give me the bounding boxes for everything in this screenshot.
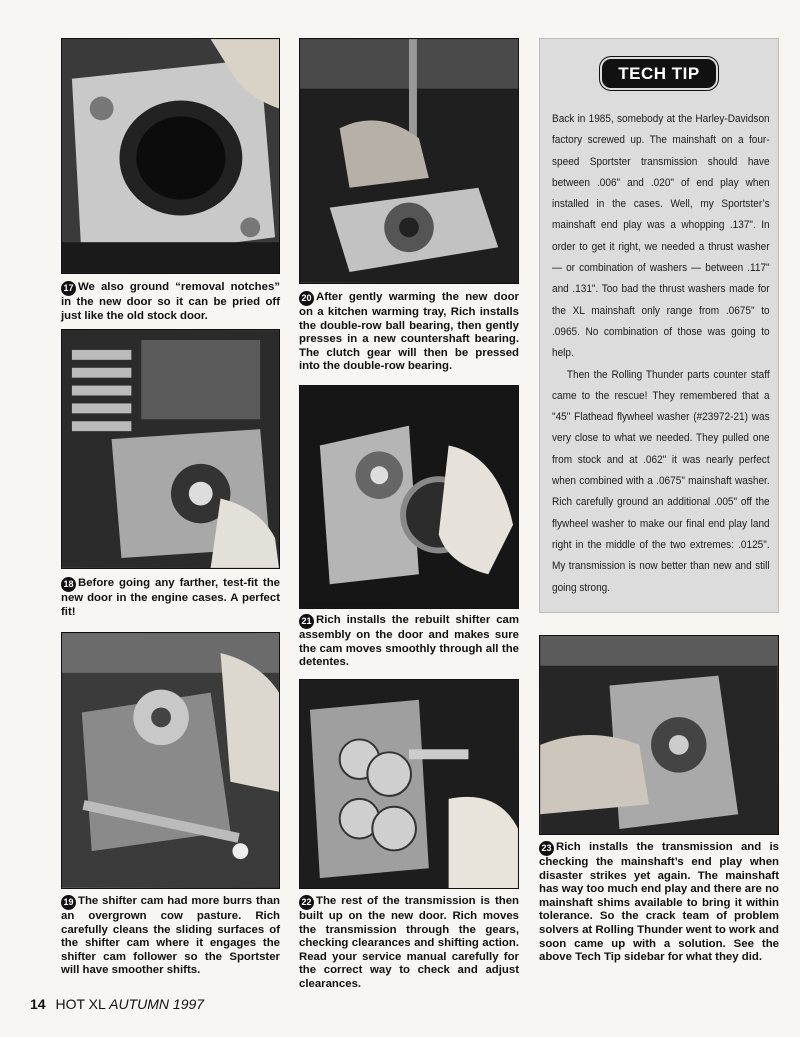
- caption-text: Rich installs the transmission and is checking the mainshaft’s end play when disaster strikes yet again. The mainshaft has way too much end play and there are no mainshaft shims available to bring it within tolerance. So the crack team of problem solvers at Rolling Thunder went to work and soon came up with a solution. See the above Tech Tip sidebar for what they did.: [539, 841, 779, 964]
- step-number-badge: 17: [61, 281, 76, 296]
- photo-21-shifter-door: [299, 385, 519, 609]
- shifter-cam-door-photo-icon: [300, 386, 518, 608]
- caption-18: [61, 577, 280, 619]
- installed-transmission-photo-icon: [540, 636, 778, 834]
- photo-23-installed: [539, 635, 779, 835]
- caption-text: The rest of the transmission is then built up on the new door. Rich moves the transmission through the gears, checking clearances and shifting action. Read your service manual carefully for the correct way to check and adjust clearances.: [299, 895, 519, 990]
- caption-17: [61, 281, 280, 323]
- caption-text: After gently warming the new door on a kitchen warming tray, Rich installs the double-row ball bearing, then gently presses in a new countershaft bearing. The clutch gear will then be pressed into the double-row bearing.: [299, 291, 519, 373]
- step-number-badge: 21: [299, 614, 314, 629]
- tech-tip-title: TECH TIP: [602, 59, 715, 88]
- photo-20-bearing: [299, 38, 519, 284]
- shifter-cam-vise-photo-icon: [62, 633, 279, 888]
- page-footer: [30, 996, 204, 1012]
- caption-21: [299, 614, 519, 670]
- tech-tip-paragraph-1: Back in 1985, somebody at the Harley-Davidson factory screwed up. The mainshaft on a four-speed Sportster transmission should have between .006" and .020" of end play when installed in the cases. Well, my Sportster’s mainshaft end play was a whopping .137". In order to get it right, we needed a thrust washer — or combination of washers — between .117" and .131". Too bad the thrust washers made for the XL mainshaft only range from .0675" to .0965. No combination of those was going to help.: [552, 113, 770, 360]
- gear-cluster-photo-icon: [300, 680, 518, 888]
- caption-text: The shifter cam had more burrs than an overgrown cow pasture. Rich carefully cleans the sliding surfaces of the shifter cam where it engages the shifter cam follower so the Sportster will have smoother shifts.: [61, 895, 280, 977]
- photo-22-gear-cluster: [299, 679, 519, 889]
- tech-tip-body: [552, 109, 770, 599]
- bearing-press-photo-icon: [300, 39, 518, 283]
- engine-test-fit-photo-icon: [62, 330, 279, 568]
- caption-text: We also ground “removal notches” in the new door so it can be pried off just like the old stock door.: [61, 281, 280, 322]
- step-number-badge: 18: [61, 577, 76, 592]
- caption-text: Rich installs the rebuilt shifter cam assembly on the door and makes sure the cam moves smoothly through all the detentes.: [299, 614, 519, 669]
- photo-17-cases-door: [61, 38, 280, 274]
- page-number: 14: [30, 996, 46, 1012]
- caption-23: [539, 841, 779, 965]
- step-number-badge: 23: [539, 841, 554, 856]
- issue-label: AUTUMN 1997: [109, 996, 205, 1012]
- step-number-badge: 19: [61, 895, 76, 910]
- caption-19: [61, 895, 280, 978]
- tech-tip-paragraph-2: Then the Rolling Thunder parts counter staff came to the rescue! They remembered that a "45" Flathead flywheel washer (#23972-21) was very close to what we needed. They pulled one from stock and at .062" it was nearly perfect when combined with a .0675" mainshaft washer. Rich carefully ground an additional .005" off the flywheel washer to make our final end play land right in the middle of the two extremes: .0125". My transmission is now better than new and still going strong.: [552, 368, 770, 594]
- step-number-badge: 22: [299, 895, 314, 910]
- photo-18-engine: [61, 329, 280, 569]
- caption-text: Before going any farther, test-fit the new door in the engine cases. A perfect fit!: [61, 577, 280, 618]
- caption-22: [299, 895, 519, 992]
- magazine-title: HOT XL: [55, 996, 106, 1012]
- tech-tip-sidebar: [539, 38, 779, 613]
- photo-19-shifter-cam: [61, 632, 280, 889]
- step-number-badge: 20: [299, 291, 314, 306]
- cases-door-photo-icon: [62, 39, 279, 273]
- caption-20: [299, 291, 519, 374]
